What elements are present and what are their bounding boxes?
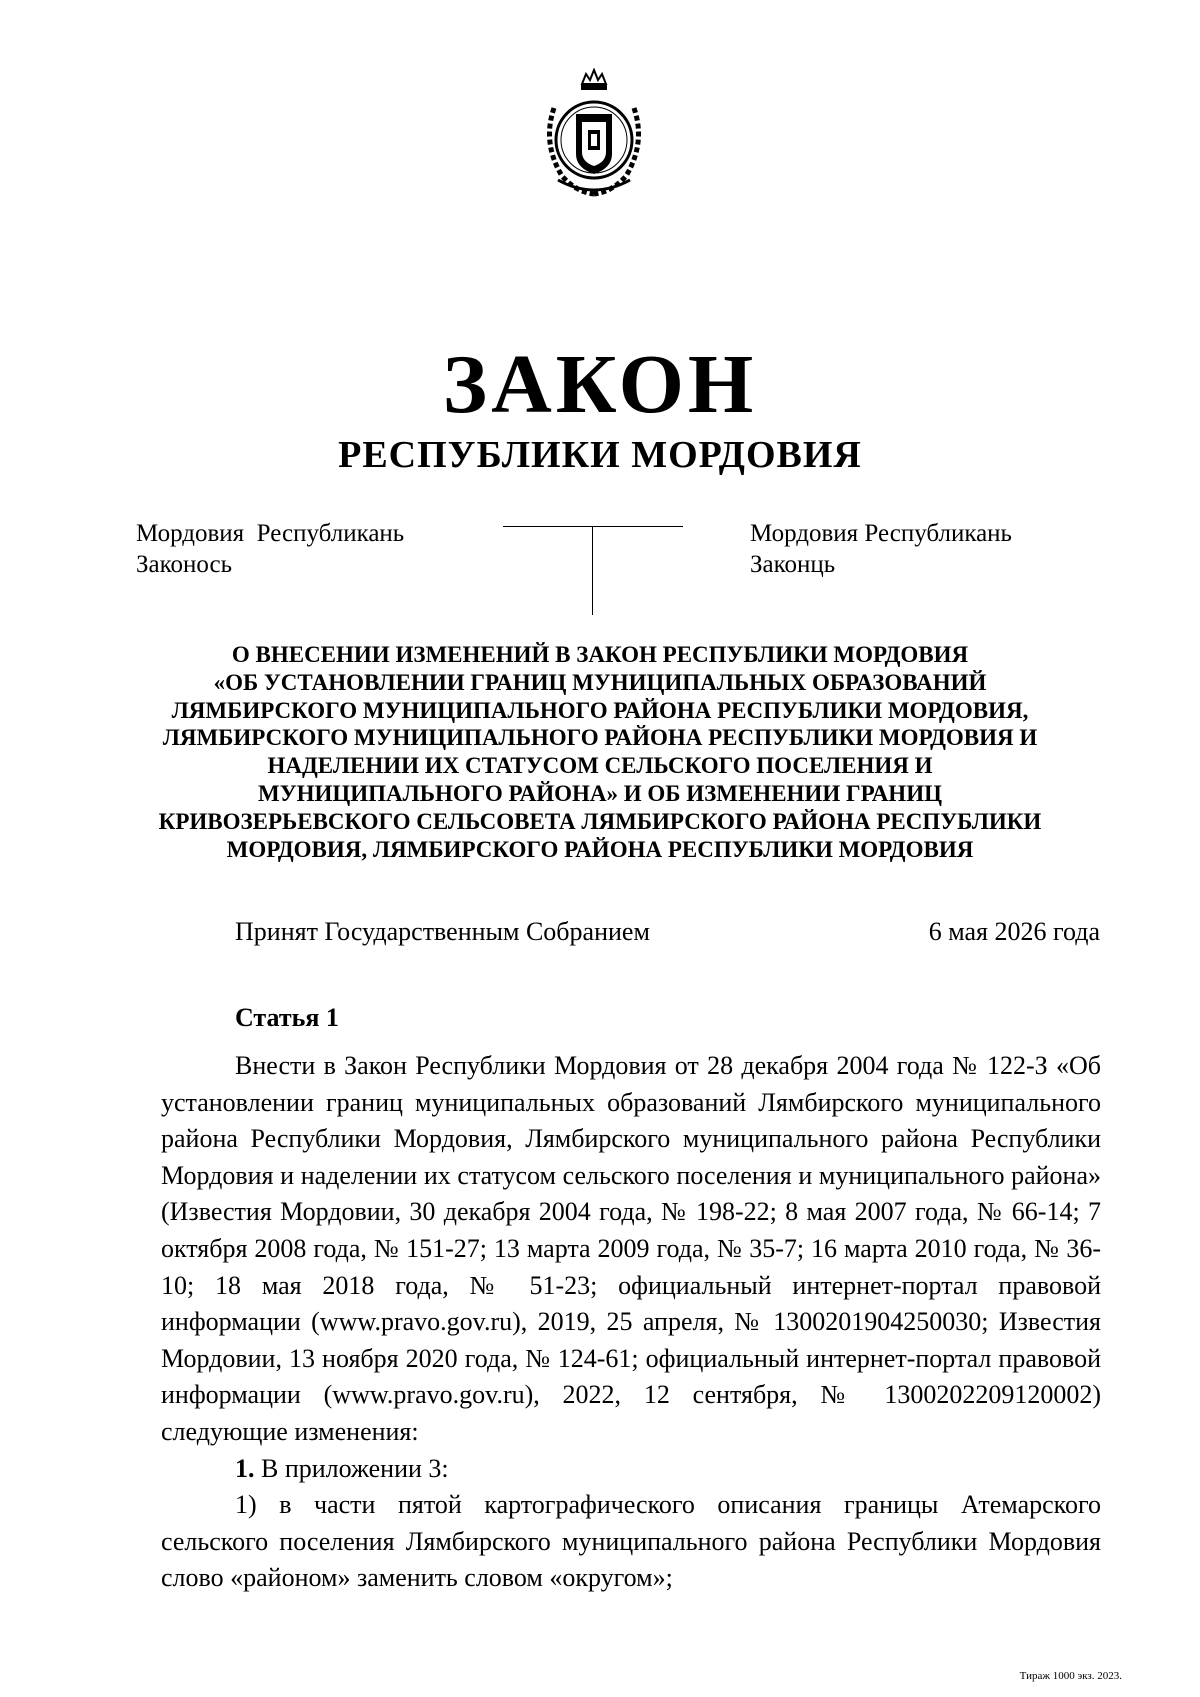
heading-line: ЛЯМБИРСКОГО МУНИЦИПАЛЬНОГО РАЙОНА РЕСПУБЛИКИ МОРДОВИЯ И xyxy=(162,725,1038,751)
header-divider-vertical xyxy=(592,527,593,615)
left-header-line-1: Мордовия Республикань xyxy=(136,520,405,547)
heading-line: НАДЕЛЕНИИ ИХ СТАТУСОМ СЕЛЬСКОГО ПОСЕЛЕНИЯ И xyxy=(267,753,933,779)
heading-line: ЛЯМБИРСКОГО МУНИЦИПАЛЬНОГО РАЙОНА РЕСПУБЛИКИ МОРДОВИЯ, xyxy=(171,697,1029,723)
heading-line: «ОБ УСТАНОВЛЕНИИ ГРАНИЦ МУНИЦИПАЛЬНЫХ ОБРАЗОВАНИЙ xyxy=(213,669,987,695)
adoption-line xyxy=(235,916,1100,948)
print-run-note: Тираж 1000 экз. 2023. xyxy=(1019,1670,1122,1682)
right-header-line-2: Законць xyxy=(750,551,836,578)
law-heading xyxy=(150,641,1050,863)
article-body xyxy=(161,1048,1101,1597)
left-header-block xyxy=(136,518,404,580)
item-number: 1. xyxy=(235,1453,255,1483)
article-intro-paragraph: Внести в Закон Республики Мордовия от 28 декабря 2004 года № 122-З «Об установлении границ муниципальных образований Лямбирского муниципального района Республики Мордовия, Лямбирского муниципального района Республики Мордовия и наделении их статусом сельского поселения и муниципального района» (Известия Мордовии, 30 декабря 2004 года, № 198-22; 8 мая 2007 года, № 66-14; 7 октября 2008 года, № 151-27; 13 марта 2009 года, № 35-7; 16 марта 2010 года, № 36-10; 18 мая 2018 года, № 51-23; официальный интернет-портал правовой информации (www.pravo.gov.ru), 2019, 25 апреля, № 1300201904250030; Известия Мордовии, 13 ноября 2020 года, № 124-61; официальный интернет-портал правовой информации (www.pravo.gov.ru), 2022, 12 сентября, № 1300202209120002) следующие изменения: xyxy=(161,1051,1101,1446)
heading-line: КРИВОЗЕРЬЕВСКОГО СЕЛЬСОВЕТА ЛЯМБИРСКОГО РАЙОНА РЕСПУБЛИКИ xyxy=(158,808,1042,834)
right-header-block xyxy=(750,518,1012,580)
left-header-line-2: Законось xyxy=(136,551,232,578)
heading-line: МУНИЦИПАЛЬНОГО РАЙОНА» И ОБ ИЗМЕНЕНИИ ГРАНИЦ xyxy=(258,780,942,806)
coat-of-arms-emblem xyxy=(534,68,654,200)
adoption-label: Принят Государственным Собранием xyxy=(235,917,650,946)
article-item-1 xyxy=(161,1451,1101,1488)
article-title: Статья 1 xyxy=(235,1003,339,1032)
article-subitem-1: 1) в части пятой картографического описания границы Атемарского сельского поселения Лямбирского муниципального района Республики Мордовия слово «районом» заменить словом «округом»; xyxy=(161,1490,1101,1593)
heading-line: О ВНЕСЕНИИ ИЗМЕНЕНИЙ В ЗАКОН РЕСПУБЛИКИ МОРДОВИЯ xyxy=(231,642,969,667)
header-divider-horizontal xyxy=(503,526,683,527)
adoption-date: 6 мая 2026 года xyxy=(928,917,1100,946)
document-title: ЗАКОН xyxy=(442,338,758,431)
document-subtitle: РЕСПУБЛИКИ МОРДОВИЯ xyxy=(338,434,862,476)
right-header-line-1: Мордовия Республикань xyxy=(750,520,1012,547)
heading-line: МОРДОВИЯ, ЛЯМБИРСКОГО РАЙОНА РЕСПУБЛИКИ МОРДОВИЯ xyxy=(226,836,974,862)
item-text: В приложении 3: xyxy=(254,1453,449,1483)
